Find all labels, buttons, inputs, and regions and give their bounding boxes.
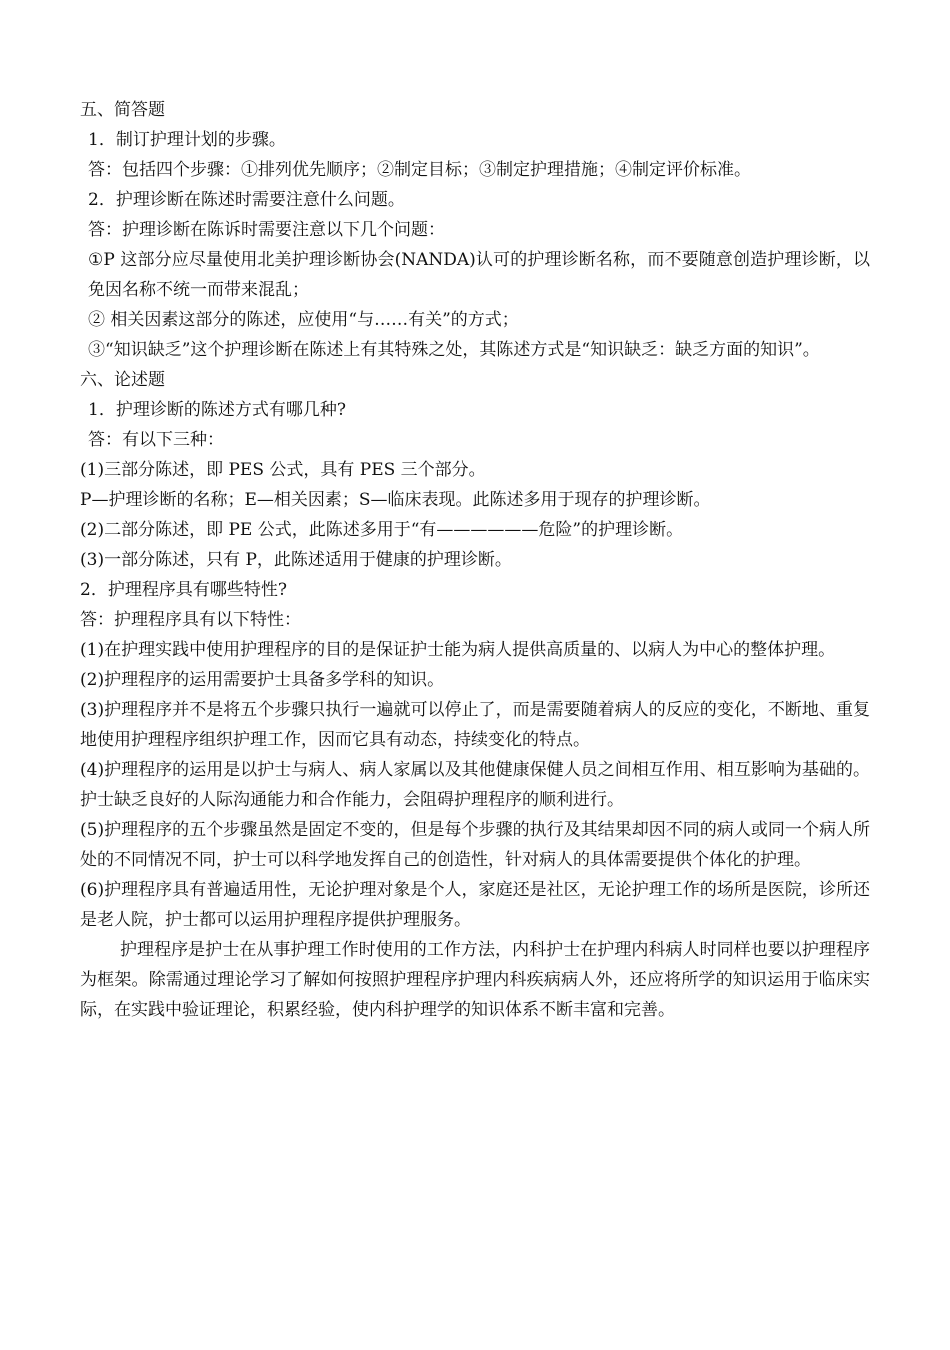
question-1: 1．制订护理计划的步骤。 (88, 130, 286, 150)
essay-answer-2-item-2: (2)护理程序的运用需要护士具备多学科的知识。 (80, 670, 445, 690)
essay-answer-1-item-1: (1)三部分陈述，即 PES 公式，具有 PES 三个部分。 (80, 460, 486, 480)
essay-answer-1-item-4: (3)一部分陈述，只有 P，此陈述适用于健康的护理诊断。 (80, 550, 512, 570)
essay-answer-1-item-3: (2)二部分陈述，即 PE 公式，此陈述多用于“有——————危险”的护理诊断。 (80, 520, 684, 540)
essay-question-1: 1．护理诊断的陈述方式有哪几种? (88, 400, 346, 420)
section-heading-short-answer: 五、简答题 (80, 100, 165, 120)
document-page (80, 95, 870, 1025)
closing-paragraph: 护理程序是护士在从事护理工作时使用的工作方法，内科护士在护理内科病人时同样也要以护理程序为框架。除需通过理论学习了解如何按照护理程序护理内科疾病病人外，还应将所学的知识运用于临床实际，在实践中验证理论，积累经验，使内科护理学的知识体系不断丰富和完善。 (80, 940, 870, 1020)
essay-answer-2-item-5: (5)护理程序的五个步骤虽然是固定不变的，但是每个步骤的执行及其结果却因不同的病人或同一个病人所处的不同情况不同，护士可以科学地发挥自己的创造性，针对病人的具体需要提供个体化的护理。 (80, 820, 870, 870)
answer-2-item-2: ② 相关因素这部分的陈述，应使用“与……有关”的方式； (88, 310, 519, 330)
essay-answer-1-intro: 答：有以下三种： (88, 430, 224, 450)
essay-answer-2-item-6: (6)护理程序具有普遍适用性，无论护理对象是个人，家庭还是社区，无论护理工作的场所是医院，诊所还是老人院，护士都可以运用护理程序提供护理服务。 (80, 880, 870, 930)
essay-answer-2-item-1: (1)在护理实践中使用护理程序的目的是保证护士能为病人提供高质量的、以病人为中心的整体护理。 (80, 640, 836, 660)
answer-2-item-1: ①P 这部分应尽量使用北美护理诊断协会(NANDA)认可的护理诊断名称，而不要随意创造护理诊断，以免因名称不统一而带来混乱； (88, 250, 870, 300)
answer-1: 答：包括四个步骤：①排列优先顺序；②制定目标；③制定护理措施；④制定评价标准。 (88, 160, 751, 180)
question-2: 2．护理诊断在陈述时需要注意什么问题。 (88, 190, 405, 210)
essay-question-2: 2．护理程序具有哪些特性? (80, 580, 287, 600)
essay-answer-2-intro: 答：护理程序具有以下特性： (80, 610, 301, 630)
answer-2-intro: 答：护理诊断在陈诉时需要注意以下几个问题： (88, 220, 445, 240)
answer-2-item-3: ③“知识缺乏”这个护理诊断在陈述上有其特殊之处，其陈述方式是“知识缺乏：缺乏方面的知识”。 (88, 340, 820, 360)
essay-answer-2-item-4: (4)护理程序的运用是以护士与病人、病人家属以及其他健康保健人员之间相互作用、相互影响为基础的。护士缺乏良好的人际沟通能力和合作能力，会阻碍护理程序的顺利进行。 (80, 760, 870, 810)
essay-answer-1-item-2: P—护理诊断的名称；E—相关因素；S—临床表现。此陈述多用于现存的护理诊断。 (80, 490, 711, 510)
section-heading-essay: 六、论述题 (80, 370, 165, 390)
essay-answer-2-item-3: (3)护理程序并不是将五个步骤只执行一遍就可以停止了，而是需要随着病人的反应的变化，不断地、重复地使用护理程序组织护理工作，因而它具有动态，持续变化的特点。 (80, 700, 870, 750)
